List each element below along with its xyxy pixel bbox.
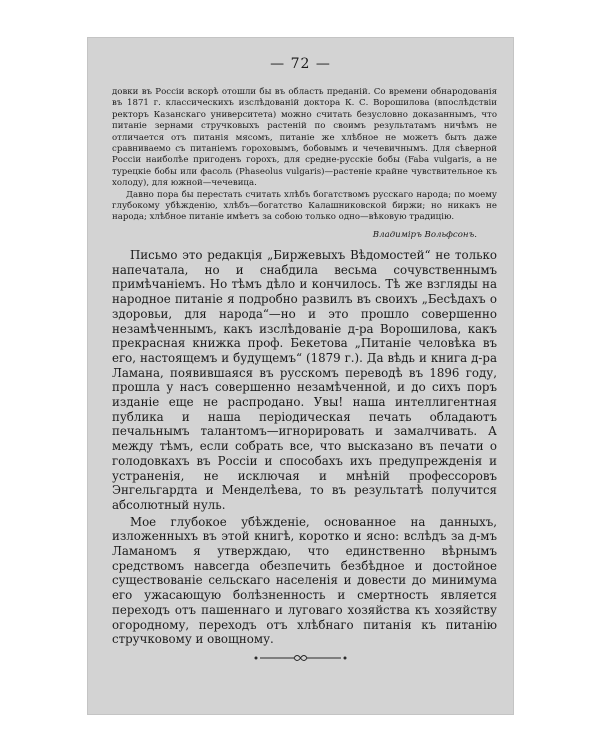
ornament-dot-left <box>255 657 258 660</box>
ornament-flourish <box>294 656 307 661</box>
book-page <box>88 38 513 714</box>
footnote-paragraph: Давно пора бы перестать считать хлѣбъ богатствомъ русскаго народа; по моему глубокому убѣжденію, хлѣбъ—богатство Калашниковской биржи; но никакъ не народа; хлѣбное питаніе имѣетъ за собою только одно—вѣковую традицію. <box>112 189 497 223</box>
ornament-divider <box>88 652 513 664</box>
body-paragraph: Письмо это редакція „Биржевыхъ Вѣдомостей“ не только напечатала, но и снабдила весьма сочувственнымъ примѣчаніемъ. Но тѣмъ дѣло и кончилось. Тѣ же взгляды на народное питаніе я подробно развилъ въ своихъ „Бесѣдахъ о здоровьи, для народа“—но и это прошло совершенно незамѣченнымъ, какъ изслѣдованіе д-ра Ворошилова, какъ прекрасная книжка проф. Бекетова „Питаніе человѣка въ его, настоящемъ и будущемъ“ (1879 г.). Да вѣдь и книга д-ра Ламана, появившаяся въ русскомъ переводѣ въ 1896 году, прошла у насъ совершенно незамѣченной, и до сихъ поръ изданіе еще не распродано. Увы! наша интеллигентная публика и наша періодическая печать обладаютъ печальнымъ талантомъ—игнорировать и замалчивать. А между тѣмъ, если собрать все, что высказано въ печати о голодовкахъ въ Россіи и способахъ ихъ предупрежденія и устраненія, не исключая и мнѣній профессоровъ Энгельгардта и Менделѣева, то въ результатѣ получится абсолютный нуль. <box>112 248 497 512</box>
main-text <box>112 248 497 647</box>
author-signature: Владиміръ Вольфсонъ. <box>372 229 477 240</box>
footnote-block <box>112 87 497 241</box>
footnote-paragraph: довки въ Россіи вскорѣ отошли бы въ область преданій. Со времени обнародованія въ 1871 г. классическихъ изслѣдованій доктора К. С. Ворошилова (впослѣдствіи ректоръ Казанскаго университета) можно считать безусловно доказаннымъ, что питаніе зернами стручковыхъ растеній по своимъ результатамъ ничѣмъ не отличается отъ питанія мясомъ, питаніе же хлѣбное не можетъ быть даже сравниваемо съ питаніемъ гороховымъ, бобовымъ и чечевичнымъ. Для сѣверной Россіи наиболѣе пригоденъ горохъ, для средне-русскіе бобы (Faba vulgaris, а не турецкіе бобы или фасоль (Phaseolus vulgaris)—растеніе крайне чувствительное къ холоду), для южной—чечевица. <box>112 87 497 189</box>
page-number: — 72 — <box>270 56 331 72</box>
ornament-dot-right <box>344 657 347 660</box>
body-paragraph: Мое глубокое убѣжденіе, основанное на данныхъ, изложенныхъ въ этой книгѣ, коротко и ясно: вслѣдъ за д-мъ Ламаномъ я утверждаю, что единственно вѣрнымъ средствомъ навсегда обезпечить безбѣдное и достойное существованіе сельскаго населенія и довести до минимума его ужасающую болѣзненность и смертность является переходъ отъ пашеннаго и луговаго хозяйства къ хозяйству огородному, переходъ отъ хлѣбнаго питанія къ питанію стручковому и овощному. <box>112 514 497 647</box>
